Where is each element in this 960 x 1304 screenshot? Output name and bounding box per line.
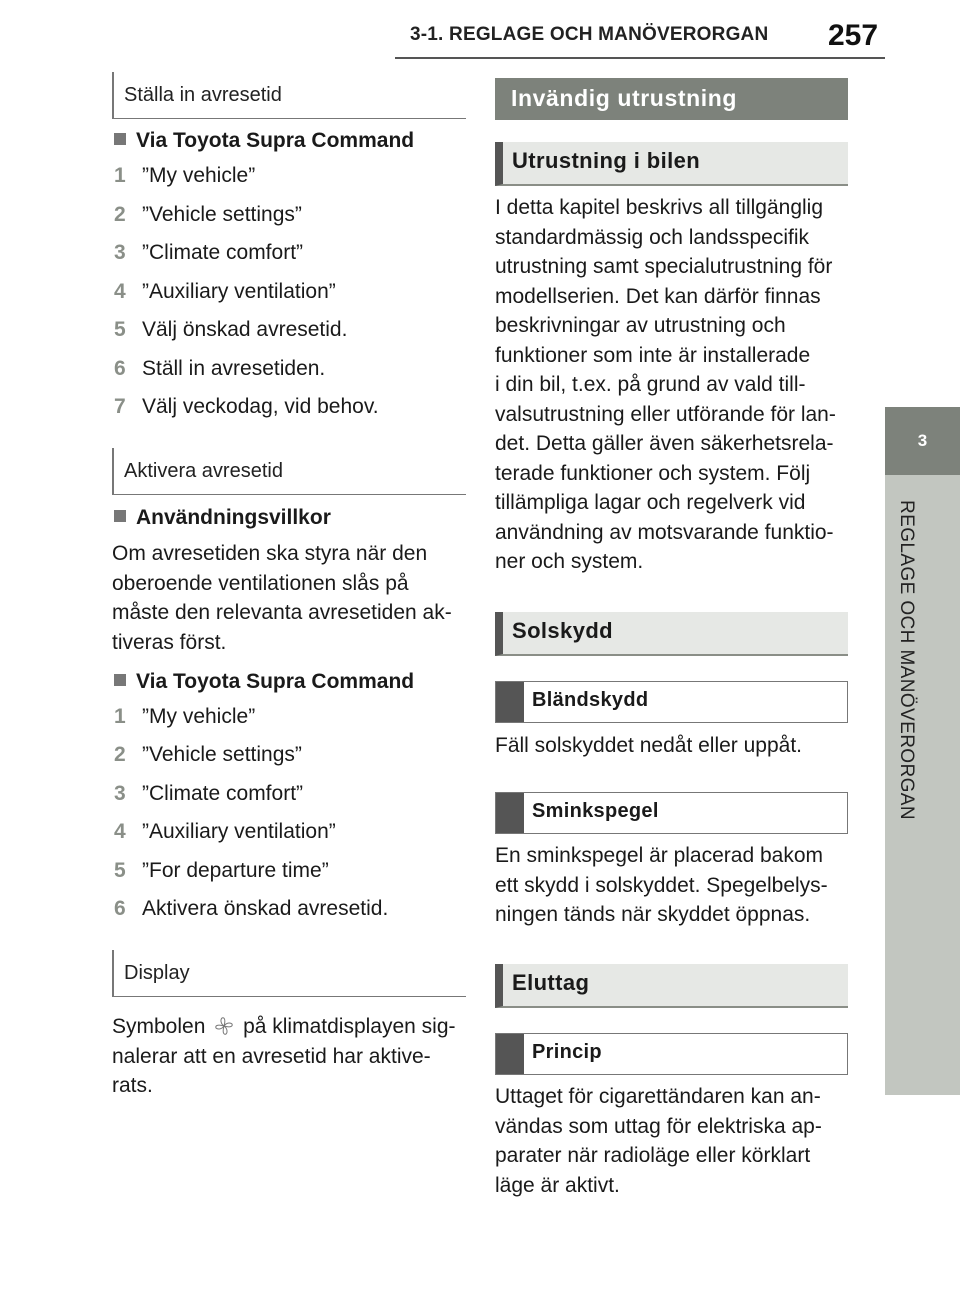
step-item: 3 ”Climate comfort” [114,241,304,264]
step-item: 1 ”My vehicle” [114,705,256,728]
conditions-paragraph: Om avresetiden ska styra när den oberoende ventilationen slås på måste den relevanta avresetiden ak- tiveras först. [112,542,452,654]
heading-power-outlet: Eluttag [495,964,848,1008]
step-item: 6 Ställ in avresetiden. [114,357,326,380]
subheading-glare-shield: Bländskydd [495,681,848,723]
step-item: 6 Aktivera önskad avresetid. [114,897,389,920]
subheading-principle: Princip [495,1033,848,1075]
step-item: 7 Välj veckodag, vid behov. [114,395,379,418]
chapter-title: 3-1. REGLAGE OCH MANÖVERORGAN [410,24,769,45]
chapter-tab [885,407,960,475]
step-item: 4 ”Auxiliary ventilation” [114,280,336,303]
square-bullet-icon [114,674,126,686]
subheading-box-activate-departure [112,448,466,495]
chapter-side-label: REGLAGE OCH MANÖVERORGAN [896,500,917,820]
subheading-box-display [112,950,466,997]
section-heading: Via Toyota Supra Command [114,129,414,153]
subheading-label: Ställa in avresetid [124,84,282,106]
mirror-paragraph: En sminkspegel är placerad bakom ett skydd i solskyddet. Spegelbelys- ningen tänds när skyddet öppnas. [495,844,828,926]
subheading-label: Aktivera avresetid [124,460,283,482]
header-rule [395,57,885,59]
step-item: 1 ”My vehicle” [114,164,256,187]
section-heading: Via Toyota Supra Command [114,670,414,694]
step-item: 5 ”For departure time” [114,859,329,882]
visor-paragraph: Fäll solskyddet nedåt eller uppåt. [495,734,803,757]
square-bullet-icon [114,510,126,522]
square-bullet-icon [114,133,126,145]
step-item: 2 ”Vehicle settings” [114,203,302,226]
heading-sun-visor: Solskydd [495,612,848,656]
subheading-label: Display [124,962,190,984]
equipment-paragraph: I detta kapitel beskrivs all tillgänglig standardmässig och landsspecifik utrustning samt specialutrustning för modellserien. Det kan därför finnas beskrivningar av utrustning och funktioner som inte är installerade i din bil, t.ex. på grund av vald till- valsutrustning eller utförande för lan- det. Detta gäller även säkerhetsrela- terade funktioner och system. Följ tillämpliga lagar och regelverk vid användning av motsvarande funktio- ner och system. [495,196,836,573]
subheading-vanity-mirror: Sminkspegel [495,792,848,834]
step-item: 5 Välj önskad avresetid. [114,318,348,341]
heading-interior-equipment: Invändig utrustning [495,78,848,120]
step-item: 4 ”Auxiliary ventilation” [114,820,336,843]
page-number: 257 [828,19,879,52]
heading-equipment-in-car: Utrustning i bilen [495,142,848,186]
principle-paragraph: Uttaget för cigarettändaren kan an- vändas som uttag för elektriska ap- parater när radioläge eller körklart läge är aktivt. [495,1085,822,1197]
subheading-box-set-departure [112,72,466,119]
display-paragraph: Symbolen på klimatdisplayen sig- nalerar att en avresetid har aktive- rats. [112,1015,456,1097]
fan-icon [214,1016,234,1036]
section-heading: Användningsvillkor [114,506,331,530]
chapter-tab-number: 3 [917,431,928,450]
step-item: 3 ”Climate comfort” [114,782,304,805]
step-item: 2 ”Vehicle settings” [114,743,302,766]
